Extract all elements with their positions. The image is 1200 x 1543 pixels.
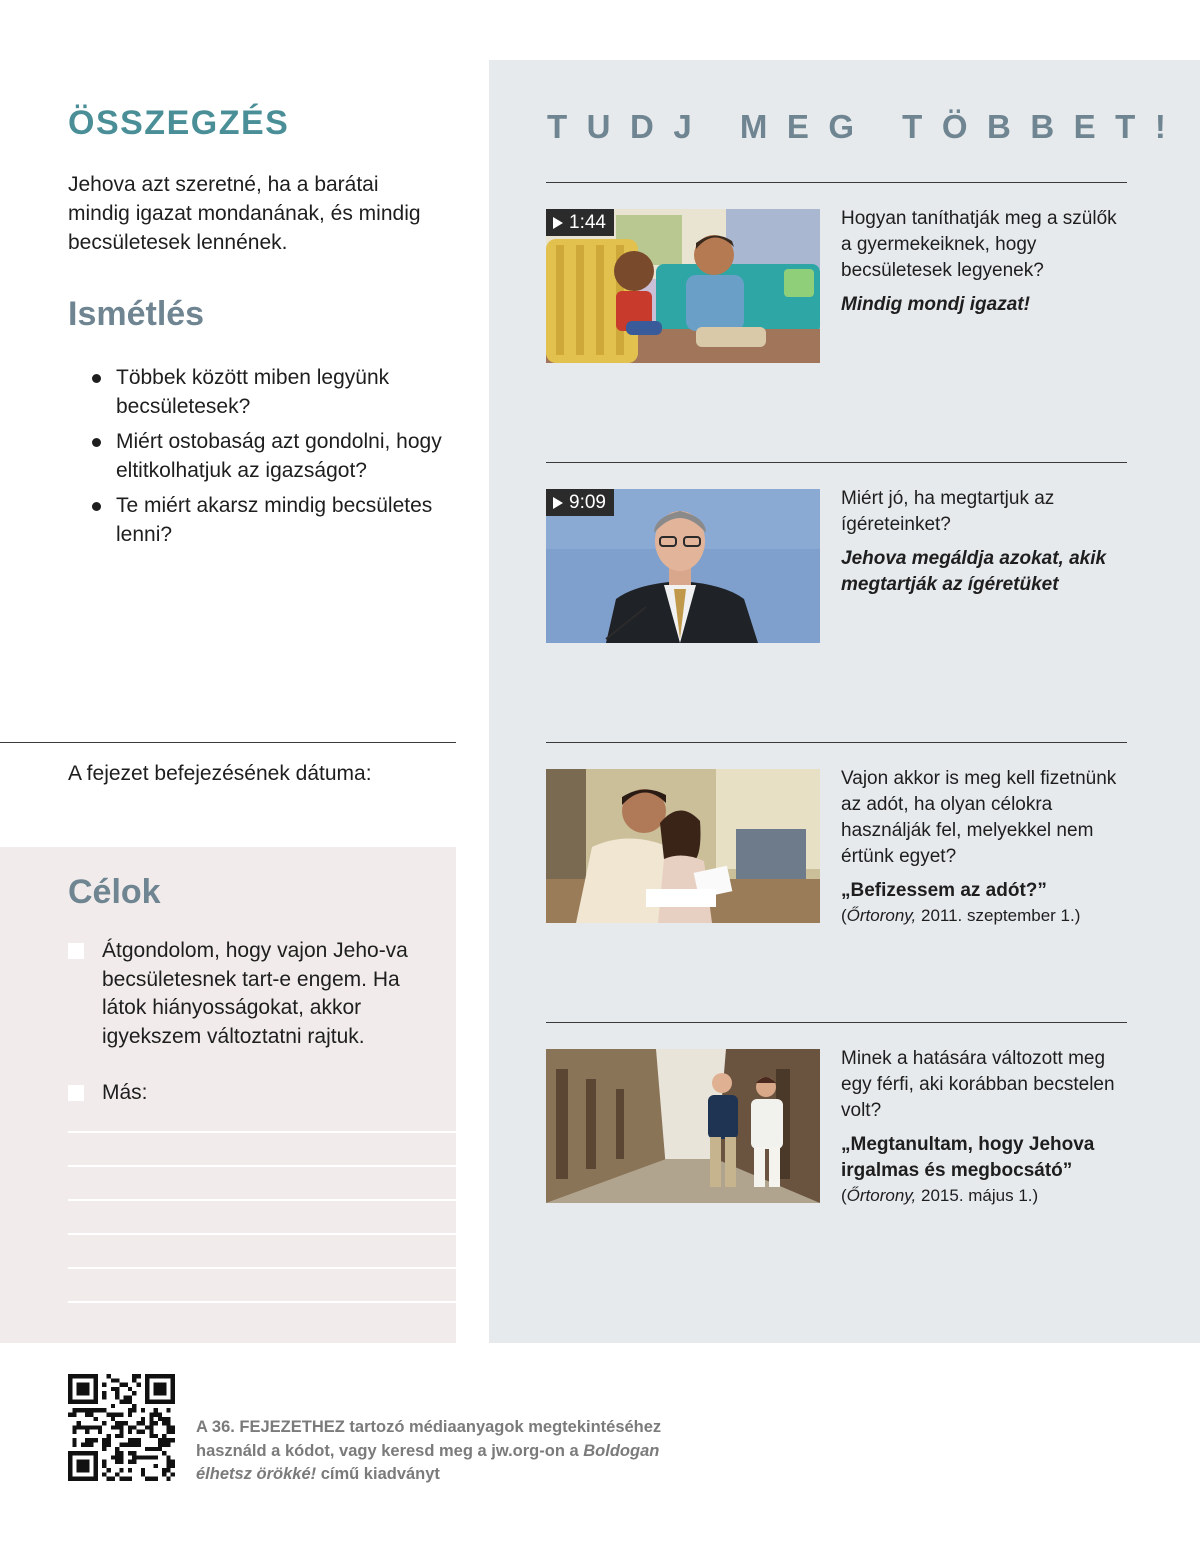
- duration-badge: [546, 209, 614, 236]
- media-source: (Őrtorony, 2015. május 1.): [841, 1186, 1039, 1205]
- couple-paperwork-image: [546, 769, 820, 923]
- article-image[interactable]: [546, 769, 820, 923]
- play-icon: [553, 217, 563, 229]
- goal-item: [68, 937, 438, 1051]
- source-publication: Őrtorony,: [846, 906, 917, 925]
- review-item: [92, 427, 462, 485]
- review-item-text: Többek között miben legyünk becsületesek?: [116, 366, 390, 418]
- left-column: [0, 0, 456, 1343]
- video-thumbnail[interactable]: [546, 209, 820, 363]
- checkbox-icon[interactable]: [68, 943, 84, 959]
- media-info: [841, 486, 1127, 598]
- source-date: 2011. szeptember 1.: [921, 906, 1075, 925]
- review-item-text: Miért ostobaság azt gondolni, hogy eltitkolhatjuk az igazságot?: [116, 430, 442, 482]
- writing-line[interactable]: [68, 1199, 456, 1201]
- learn-more-panel: [489, 60, 1200, 1343]
- divider: [546, 1022, 1127, 1023]
- review-item-text: Te miért akarsz mindig becsületes lenni?: [116, 494, 433, 546]
- review-item: [92, 363, 462, 421]
- bullet-icon: [92, 502, 101, 511]
- review-item: [92, 491, 462, 549]
- publication-title: Boldogan élhetsz örökké!: [196, 1441, 660, 1483]
- footer-text-after: című kiadványt: [316, 1465, 440, 1483]
- media-title[interactable]: „Befizessem az adót?”: [841, 880, 1047, 901]
- goals-heading: Célok: [68, 873, 161, 911]
- goal-text: Átgondolom, hogy vajon Jeho-va becsületesnek tart-e engem. Ha látok hiányosságokat, akkor igyekszem változtatni rajtuk.: [102, 939, 408, 1048]
- summary-heading: ÖSSZEGZÉS: [68, 104, 290, 142]
- review-heading: Ismétlés: [68, 295, 205, 333]
- divider: [546, 462, 1127, 463]
- divider: [546, 742, 1127, 743]
- media-source: (Őrtorony, 2011. szeptember 1.): [841, 906, 1081, 925]
- writing-line[interactable]: [68, 1165, 456, 1167]
- bullet-icon: [92, 374, 101, 383]
- qr-code-graphic: [68, 1374, 175, 1481]
- media-info: [841, 206, 1127, 318]
- media-title[interactable]: Mindig mondj igazat!: [841, 294, 1030, 315]
- goal-item: [68, 1079, 438, 1108]
- media-title[interactable]: „Megtanultam, hogy Jehova irgalmas és megbocsátó”: [841, 1134, 1095, 1181]
- review-list: [92, 363, 462, 555]
- media-info: [841, 1046, 1127, 1208]
- divider: [546, 182, 1127, 183]
- footer-text-before: A 36. FEJEZETHEZ tartozó médiaanyagok megtekintéséhez használd a kódot, vagy keresd meg a jw.org-on a: [196, 1418, 662, 1460]
- writing-line[interactable]: [68, 1233, 456, 1235]
- media-title[interactable]: Jehova megáldja azokat, akik megtartják az ígéretüket: [841, 548, 1107, 595]
- writing-line[interactable]: [68, 1301, 456, 1303]
- media-question: Minek a hatására változott meg egy férfi, aki korábban becstelen volt?: [841, 1048, 1115, 1121]
- goal-text-other: Más:: [102, 1081, 148, 1104]
- media-info: [841, 766, 1127, 928]
- writing-line[interactable]: [68, 1267, 456, 1269]
- video-thumbnail[interactable]: [546, 489, 820, 643]
- learn-more-heading: TUDJ MEG TÖBBET!: [547, 108, 1186, 145]
- writing-line[interactable]: [68, 1131, 456, 1133]
- qr-code-icon[interactable]: [68, 1374, 175, 1481]
- summary-text: Jehova azt szeretné, ha a barátai mindig igazat mondanának, és mindig becsületesek lennének.: [68, 173, 421, 254]
- duration-badge: [546, 489, 614, 516]
- goals-box: [0, 847, 456, 1343]
- duration: 9:09: [569, 492, 606, 513]
- checkbox-icon[interactable]: [68, 1085, 84, 1101]
- completion-date-label: A fejezet befejezésének dátuma:: [68, 762, 372, 785]
- play-icon: [553, 497, 563, 509]
- media-question: Vajon akkor is meg kell fizetnünk az adót, ha olyan célokra használják fel, melyekkel nem értünk egyet?: [841, 768, 1117, 867]
- duration: 1:44: [569, 212, 606, 233]
- media-question: Miért jó, ha megtartjuk az ígéreteinket?: [841, 488, 1055, 535]
- couple-walking-street-image: [546, 1049, 820, 1203]
- article-image[interactable]: [546, 1049, 820, 1203]
- footer-text: [196, 1416, 716, 1487]
- bullet-icon: [92, 438, 101, 447]
- media-question: Hogyan taníthatják meg a szülők a gyermekeiknek, hogy becsületesek legyenek?: [841, 208, 1117, 281]
- divider: [0, 742, 456, 743]
- source-date: 2015. május 1.: [921, 1186, 1033, 1205]
- source-publication: Őrtorony,: [846, 1186, 917, 1205]
